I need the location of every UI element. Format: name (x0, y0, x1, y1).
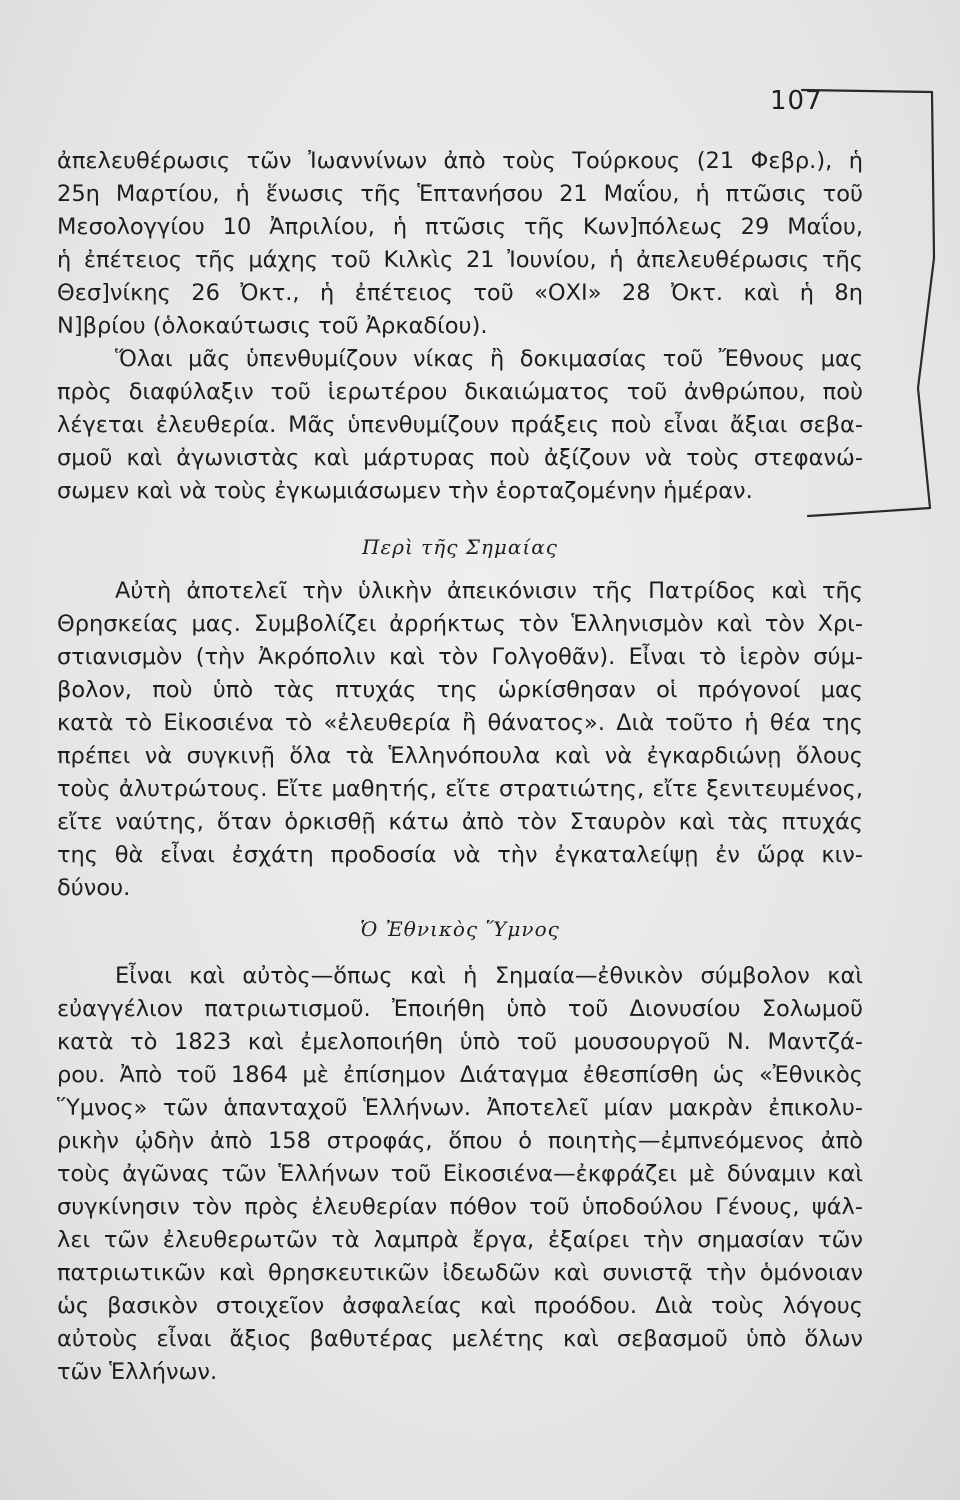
text-line: πρὸς διαφύλαξιν τοῦ ἱερωτέρου δικαιώματος τοῦ ἀνθρώπου, ποὺ (57, 379, 863, 405)
text-line: κατὰ τὸ Εἰκοσιένα τὸ «ἐλευθερία ἢ θάνατος». Διὰ τοῦτο ἡ θέα της (57, 710, 863, 736)
text-line: ὡς βασικὸν στοιχεῖον ἀσφαλείας καὶ προόδου. Διὰ τοὺς λόγους (57, 1293, 863, 1319)
text-line: σμοῦ καὶ ἀγωνιστὰς καὶ μάρτυρας ποὺ ἀξίζουν νὰ τοὺς στεφανώ- (57, 445, 863, 471)
text-line: Μεσολογγίου 10 Ἀπριλίου, ἡ πτῶσις τῆς Κων]πόλεως 29 Μαΐου, (57, 214, 863, 240)
text-line: πατριωτικῶν καὶ θρησκευτικῶν ἰδεωδῶν καὶ συνιστᾷ τὴν ὁμόνοιαν (57, 1260, 863, 1286)
text-line: τῶν Ἑλλήνων. (57, 1359, 218, 1385)
paragraph-flag (57, 575, 863, 905)
text-line: ἡ ἐπέτειος τῆς μάχης τοῦ Κιλκὶς 21 Ἰουνίου, ἡ ἀπελευθέρωσις τῆς (57, 247, 863, 273)
text-line: Ν]βρίου (ὁλοκαύτωσις τοῦ Ἀρκαδίου). (57, 313, 488, 339)
text-line: εἴτε ναύτης, ὅταν ὁρκισθῇ κάτω ἀπὸ τὸν Σταυρὸν καὶ τὰς πτυχάς (57, 809, 863, 835)
text-line: τοὺς ἀλυτρώτους. Εἴτε μαθητής, εἴτε στρατιώτης, εἴτε ξενιτευμένος, (57, 776, 863, 802)
text-line: Θρησκείας μας. Συμβολίζει ἀρρήκτως τὸν Ἑλληνισμὸν καὶ τὸν Χρι- (57, 611, 863, 637)
text-line: Θεσ]νίκης 26 Ὀκτ., ἡ ἐπέτειος τοῦ «ΟΧΙ» 28 Ὀκτ. καὶ ἡ 8η (57, 280, 863, 306)
paragraph-holidays (57, 145, 863, 508)
text-line: ἀπελευθέρωσις τῶν Ἰωαννίνων ἀπὸ τοὺς Τούρκους (21 Φεβρ.), ἡ (57, 148, 863, 174)
text-line: Αὐτὴ ἀποτελεῖ τὴν ὑλικὴν ἀπεικόνισιν τῆς Πατρίδος καὶ τῆς (115, 578, 863, 604)
text-line: σωμεν καὶ νὰ τοὺς ἐγκωμιάσωμεν τὴν ἑορταζομένην ἡμέραν. (57, 478, 753, 504)
text-line: Ὅλαι μᾶς ὑπενθυμίζουν νίκας ἢ δοκιμασίας τοῦ Ἔθνους μας (115, 346, 863, 372)
text-line: κατὰ τὸ 1823 καὶ ἐμελοποιήθη ὑπὸ τοῦ μουσουργοῦ Ν. Μαντζά- (57, 1029, 863, 1055)
section-heading-flag: Περὶ τῆς Σημαίας (362, 535, 558, 559)
text-line: της θὰ εἶναι ἐσχάτη προδοσία νὰ τὴν ἐγκαταλείψῃ ἐν ὥρᾳ κιν- (57, 842, 863, 868)
text-line: δύνου. (57, 875, 131, 901)
text-line: 25η Μαρτίου, ἡ ἕνωσις τῆς Ἑπτανήσου 21 Μαΐου, ἡ πτῶσις τοῦ (57, 181, 863, 207)
text-line: συγκίνησιν τὸν πρὸς ἐλευθερίαν πόθον τοῦ ὑποδούλου Γένους, ψάλ- (57, 1194, 863, 1220)
text-line: στιανισμὸν (τὴν Ἀκρόπολιν καὶ τὸν Γολγοθᾶν). Εἶναι τὸ ἱερὸν σύμ- (57, 644, 863, 670)
paragraph-anthem (57, 960, 863, 1389)
text-line: αὐτοὺς εἶναι ἄξιος βαθυτέρας μελέτης καὶ σεβασμοῦ ὑπὸ ὅλων (57, 1326, 863, 1352)
text-line: Ὕμνος» τῶν ἁπανταχοῦ Ἑλλήνων. Ἀποτελεῖ μίαν μακρὰν ἐπικολυ- (57, 1095, 863, 1121)
text-line: τοὺς ἀγῶνας τῶν Ἑλλήνων τοῦ Εἰκοσιένα—ἐκφράζει μὲ δύναμιν καὶ (57, 1161, 863, 1187)
text-line: πρέπει νὰ συγκινῇ ὅλα τὰ Ἑλληνόπουλα καὶ νὰ ἐγκαρδιώνῃ ὅλους (57, 743, 863, 769)
page-number: 107 (770, 86, 823, 116)
text-line: λει τῶν ἐλευθερωτῶν τὰ λαμπρὰ ἔργα, ἐξαίρει τὴν σημασίαν τῶν (57, 1227, 863, 1253)
text-line: λέγεται ἐλευθερία. Μᾶς ὑπενθυμίζουν πράξεις ποὺ εἶναι ἄξιαι σεβα- (57, 412, 863, 438)
text-line: ρικὴν ᾠδὴν ἀπὸ 158 στροφάς, ὅπου ὁ ποιητὴς—ἐμπνεόμενος ἀπὸ (57, 1128, 863, 1154)
text-line: Εἶναι καὶ αὐτὸς—ὅπως καὶ ἡ Σημαία—ἐθνικὸν σύμβολον καὶ (115, 963, 863, 989)
section-heading-anthem: Ὁ Ἐθνικὸς Ὕμνος (360, 917, 560, 941)
text-line: εὐαγγέλιον πατριωτισμοῦ. Ἐποιήθη ὑπὸ τοῦ Διονυσίου Σολωμοῦ (57, 996, 863, 1022)
text-line: βολον, ποὺ ὑπὸ τὰς πτυχάς της ὡρκίσθησαν οἱ πρόγονοί μας (57, 677, 863, 703)
text-line: ρου. Ἀπὸ τοῦ 1864 μὲ ἐπίσημον Διάταγμα ἐθεσπίσθη ὡς «Ἐθνικὸς (57, 1062, 863, 1088)
